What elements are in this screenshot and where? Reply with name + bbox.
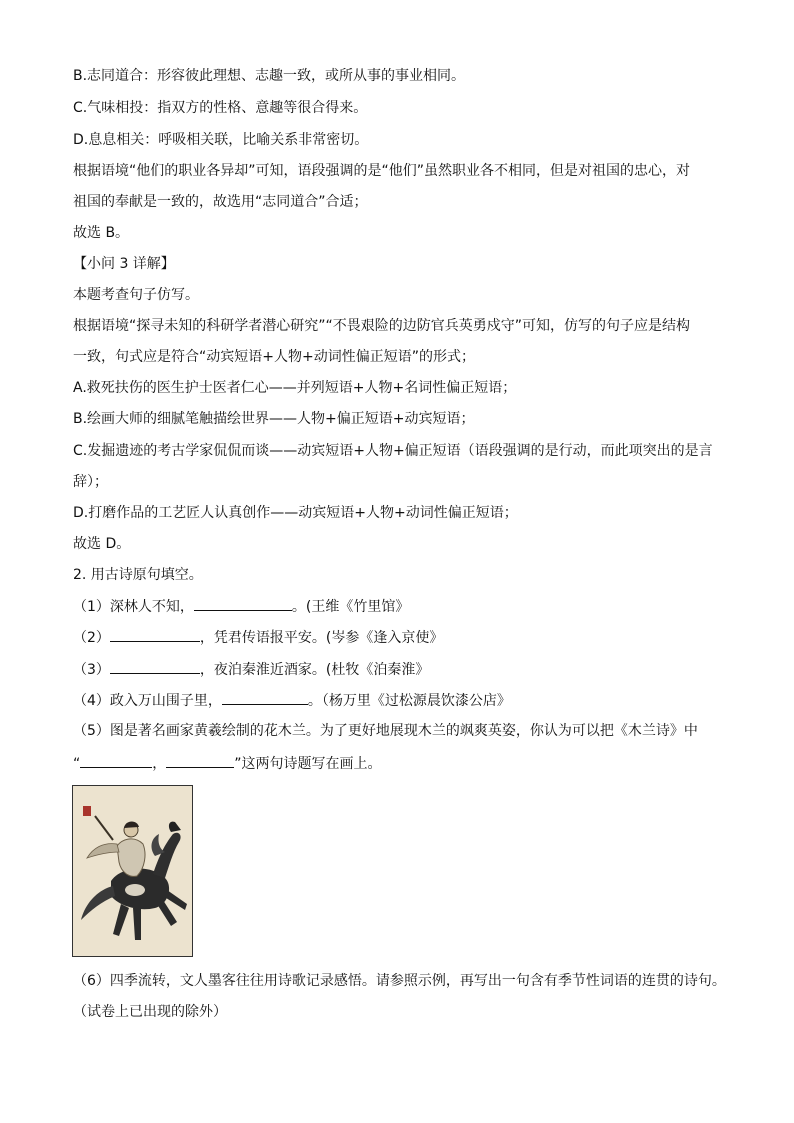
option-b-explanation: B.志同道合：形容彼此理想、志趣一致，或所从事的事业相同。: [73, 68, 466, 84]
q3-analysis-line-1: 根据语境“探寻未知的科研学者潜心研究”“不畏艰险的边防官兵英勇戍守”可知，仿写的句子应是结构: [73, 318, 691, 334]
item-2-suffix: ，凭君传语报平安。(岑参《逢入京使》: [199, 630, 444, 646]
comma: ，: [152, 756, 167, 772]
q2-item-2: [73, 627, 443, 648]
item-3-prefix: （3）: [73, 662, 110, 678]
q2-item-5-line-2: [73, 753, 382, 774]
reason-line-1: 根据语境“他们的职业各异却”可知，语段强调的是“他们”虽然职业各不相同，但是对祖国的忠心，对: [73, 163, 691, 179]
item-4-suffix: 。（杨万里《过松源晨饮漆公店》: [307, 693, 511, 709]
q2-item-1: [73, 596, 409, 617]
answer-d: 故选 D。: [73, 536, 131, 552]
answer-blank-5a[interactable]: [80, 753, 152, 768]
answer-b: 故选 B。: [73, 225, 130, 241]
item-2-prefix: （2）: [73, 630, 110, 646]
mulan-on-horse-icon: [73, 786, 192, 956]
item-1-prefix: （1）深林人不知，: [73, 599, 194, 615]
q3-option-a: A.救死扶伤的医生护士医者仁心——并列短语+人物+名词性偏正短语；: [73, 380, 517, 396]
close-quote-suffix: ”这两句诗题写在画上。: [234, 756, 382, 772]
answer-blank-3[interactable]: [110, 659, 200, 674]
q2-item-6-line-2: （试卷上已出现的除外）: [73, 1004, 227, 1020]
answer-blank-5b[interactable]: [166, 753, 234, 768]
q3-analysis-line-2: 一致，句式应是符合“动宾短语+人物+动词性偏正短语”的形式；: [73, 349, 475, 365]
option-c-explanation: C.气味相投：指双方的性格、意趣等很合得来。: [73, 100, 368, 116]
q3-option-c-line-2: 辞）；: [73, 474, 108, 490]
mulan-painting-image: [72, 785, 193, 957]
q3-heading: 【小问 3 详解】: [73, 256, 175, 272]
reason-line-2: 祖国的奉献是一致的，故选用“志同道合”合适；: [73, 194, 368, 210]
item-3-suffix: ，夜泊秦淮近酒家。(杜牧《泊秦淮》: [199, 662, 430, 678]
answer-blank-4[interactable]: [222, 690, 308, 705]
q3-option-c-line-1: C.发掘遗迹的考古学家侃侃而谈——动宾短语+人物+偏正短语（语段强调的是行动，而此项突出的是言: [73, 443, 713, 459]
q2-item-4: [73, 690, 511, 711]
option-d-explanation: D.息息相关：呼吸相关联，比喻关系非常密切。: [73, 132, 369, 148]
q2-item-5-line-1: （5）图是著名画家黄羲绘制的花木兰。为了更好地展现木兰的飒爽英姿，你认为可以把《木兰诗》中: [73, 723, 698, 739]
item-4-prefix: （4）政入万山围子里，: [73, 693, 222, 709]
q2-item-3: [73, 659, 429, 680]
open-quote: “: [73, 756, 81, 772]
answer-blank-2[interactable]: [110, 627, 200, 642]
answer-blank-1[interactable]: [194, 596, 292, 611]
q2-title: 2. 用古诗原句填空。: [73, 567, 203, 583]
item-1-suffix: 。(王维《竹里馆》: [291, 599, 410, 615]
q3-option-b: B.绘画大师的细腻笔触描绘世界——人物+偏正短语+动宾短语；: [73, 411, 475, 427]
q3-option-d: D.打磨作品的工艺匠人认真创作——动宾短语+人物+动词性偏正短语；: [73, 505, 518, 521]
q3-intro: 本题考查句子仿写。: [73, 287, 199, 303]
q2-item-6-line-1: （6）四季流转，文人墨客往往用诗歌记录感悟。请参照示例，再写出一句含有季节性词语的连贯的诗句。: [73, 973, 726, 989]
